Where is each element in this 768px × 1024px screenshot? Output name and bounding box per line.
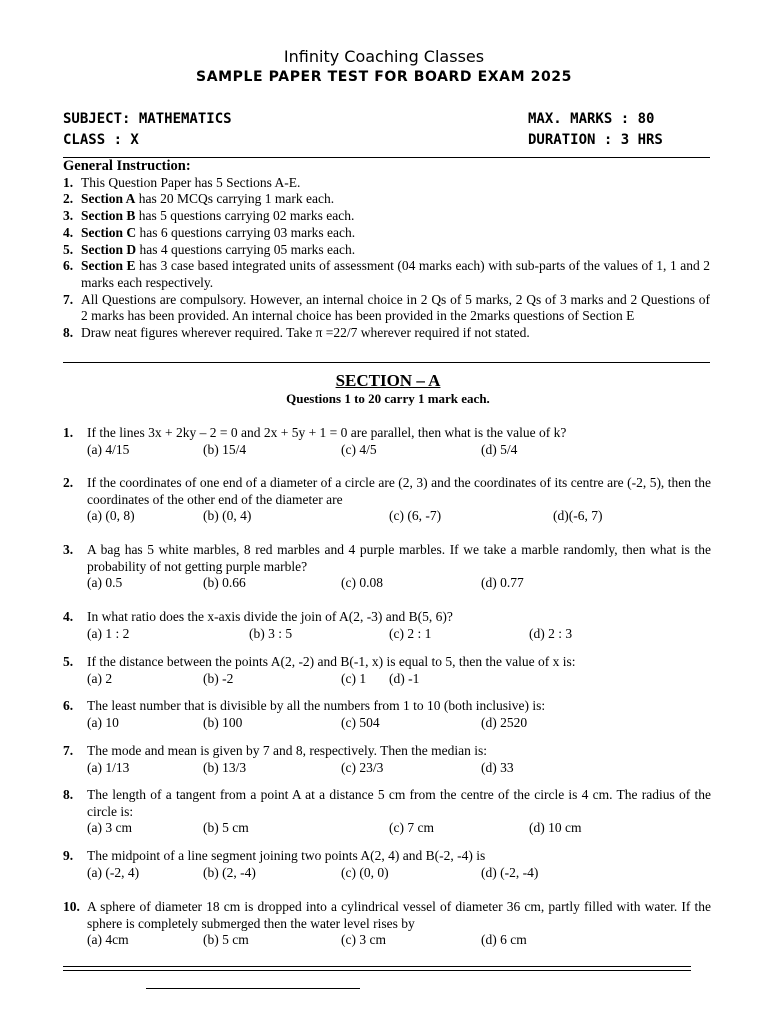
question-number: 7. <box>63 743 74 758</box>
question <box>63 743 711 777</box>
instruction-item <box>63 191 710 208</box>
option-d: (d) 0.77 <box>481 575 524 590</box>
instruction-body: Draw neat figures wherever required. Take π =22/7 wherever required if not stated. <box>81 325 530 341</box>
instruction-item <box>63 208 710 225</box>
option-a: (a) 10 <box>87 714 119 730</box>
option-c: (c) 7 cm <box>389 820 434 835</box>
instruction-text <box>81 191 710 208</box>
option-b: (b) (0, 4) <box>203 508 252 523</box>
option-d: (d) 2 : 3 <box>529 625 573 641</box>
instruction-body: has 5 questions carrying 02 marks each. <box>135 208 355 224</box>
question-number: 1. <box>63 425 74 440</box>
instruction-text <box>81 258 710 291</box>
option-d: (d) 2520 <box>481 714 528 730</box>
option-b: (b) 15/4 <box>203 441 247 457</box>
instruction-body: has 6 questions carrying 03 marks each. <box>136 224 356 240</box>
footer-rule-short <box>146 988 360 989</box>
option-b: (b) 5 cm <box>203 820 249 835</box>
option-c: (c) 23/3 <box>341 759 384 775</box>
question <box>63 698 711 732</box>
option-a: (a) 2 <box>87 670 113 686</box>
instruction-number: 2. <box>63 191 74 207</box>
question-text: A sphere of diameter 18 cm is dropped into a cylindrical vessel of diameter 36 cm, partly filled with water. If the sphere is completely submerged then the water level rises by <box>87 899 711 931</box>
option-c: (c) 3 cm <box>341 932 386 947</box>
question-number: 4. <box>63 609 74 624</box>
instruction-text <box>81 225 710 242</box>
option-c: (c) (6, -7) <box>389 508 442 523</box>
instruction-number: 1. <box>63 174 74 190</box>
question-options <box>87 508 711 525</box>
question-options <box>87 820 711 837</box>
question-options <box>87 932 711 949</box>
instruction-body: This Question Paper has 5 Sections A-E. <box>81 174 301 190</box>
instruction-bold: Section D <box>81 241 137 257</box>
instruction-body: All Questions are compulsory. However, an internal choice in 2 Qs of 5 marks, 2 Qs of 3 marks and 2 Questions of 2 marks has been provided. An internal choice has been provided in the 2marks questions of Section E <box>81 291 710 324</box>
instruction-text <box>81 175 710 192</box>
section-subtitle: Questions 1 to 20 carry 1 mark each. <box>286 391 490 406</box>
paper-title: SAMPLE PAPER TEST FOR BOARD EXAM 2025 <box>196 69 572 85</box>
option-c: (c) 0.08 <box>341 575 383 590</box>
question-text: The length of a tangent from a point A at a distance 5 cm from the centre of the circle is 4 cm. The radius of the circle is: <box>87 787 711 819</box>
option-d: (d) 5/4 <box>481 441 518 457</box>
instruction-bold: Section A <box>81 191 136 207</box>
option-a: (a) 1 : 2 <box>87 625 130 641</box>
option-c: (c) 2 : 1 <box>389 625 432 641</box>
option-a: (a) 4/15 <box>87 441 130 457</box>
instruction-number: 8. <box>63 325 74 341</box>
option-a: (a) 0.5 <box>87 575 123 590</box>
question <box>63 475 711 525</box>
option-a: (a) (-2, 4) <box>87 864 140 880</box>
option-b: (b) 13/3 <box>203 759 247 775</box>
footer-rule <box>63 970 691 971</box>
instruction-body: has 3 case based integrated units of assessment (04 marks each) with sub-parts of the values of 1, 1 and 2 marks each respectively. <box>81 258 710 290</box>
option-c: (c) (0, 0) <box>341 864 389 880</box>
option-a: (a) 4cm <box>87 932 129 947</box>
option-a: (a) (0, 8) <box>87 508 135 523</box>
question <box>63 787 711 837</box>
question-options <box>87 671 711 688</box>
instruction-bold: Section B <box>81 208 136 224</box>
instruction-body: has 4 questions carrying 05 marks each. <box>136 241 356 257</box>
instruction-number: 3. <box>63 208 74 224</box>
max-marks-label: MAX. MARKS : 80 <box>528 111 655 127</box>
option-c: (c) 4/5 <box>341 441 377 457</box>
option-d: (d)(-6, 7) <box>553 508 603 523</box>
question <box>63 899 711 949</box>
option-b: (b) (2, -4) <box>203 864 256 880</box>
instruction-bold: Section E <box>81 258 136 274</box>
question-number: 6. <box>63 698 74 713</box>
class-label: CLASS : X <box>63 132 139 148</box>
option-d: (d) 33 <box>481 759 514 775</box>
footer-rule <box>63 966 691 967</box>
question-number: 5. <box>63 654 74 669</box>
instruction-text <box>81 208 710 225</box>
question-options <box>87 715 711 732</box>
option-b: (b) 0.66 <box>203 575 246 590</box>
question-text: If the coordinates of one end of a diameter of a circle are (2, 3) and the coordinates of its centre are (-2, 5), then the coordinates of the other end of the diameter are <box>87 475 711 507</box>
instruction-text <box>81 242 710 259</box>
instruction-text <box>81 325 710 342</box>
option-c: (c) 504 <box>341 714 380 730</box>
instructions-divider <box>63 362 710 363</box>
option-d: (d) -1 <box>389 670 420 686</box>
instruction-bold: Section C <box>81 224 137 240</box>
question-text: If the lines 3x + 2ky – 2 = 0 and 2x + 5y + 1 = 0 are parallel, then what is the value of k? <box>87 425 567 440</box>
instruction-number: 4. <box>63 224 74 240</box>
question-text: The mode and mean is given by 7 and 8, respectively. Then the median is: <box>87 743 488 758</box>
question-options <box>87 760 711 777</box>
question-options <box>87 575 711 592</box>
question-text: If the distance between the points A(2, -2) and B(-1, x) is equal to 5, then the value of x is: <box>87 654 576 669</box>
option-b: (b) -2 <box>203 670 234 686</box>
section-title: SECTION – A <box>335 371 441 390</box>
instruction-item <box>63 175 710 192</box>
question <box>63 425 711 459</box>
instruction-item <box>63 292 710 325</box>
option-b: (b) 3 : 5 <box>249 625 293 641</box>
question-number: 2. <box>63 475 74 490</box>
instruction-item <box>63 242 710 259</box>
option-d: (d) (-2, -4) <box>481 864 539 880</box>
option-d: (d) 10 cm <box>529 820 582 835</box>
duration-label: DURATION : 3 HRS <box>528 132 663 148</box>
school-name: Infinity Coaching Classes <box>283 47 485 66</box>
question-text: A bag has 5 white marbles, 8 red marbles and 4 purple marbles. If we take a marble randomly, then what is the probability of not getting purple marble? <box>87 542 711 574</box>
question-options <box>87 442 711 459</box>
question-text: The midpoint of a line segment joining two points A(2, 4) and B(-2, -4) is <box>87 848 486 863</box>
subject-label: SUBJECT: MATHEMATICS <box>63 111 232 127</box>
question-options <box>87 865 711 882</box>
instruction-item <box>63 258 710 291</box>
option-a: (a) 1/13 <box>87 759 130 775</box>
instruction-number: 7. <box>63 291 74 307</box>
option-c: (c) 1 <box>341 670 367 686</box>
question-text: In what ratio does the x-axis divide the join of A(2, -3) and B(5, 6)? <box>87 609 453 624</box>
question <box>63 654 711 688</box>
instruction-body: has 20 MCQs carrying 1 mark each. <box>135 191 335 207</box>
question-number: 3. <box>63 542 74 557</box>
question <box>63 848 711 882</box>
instruction-number: 6. <box>63 258 74 274</box>
general-instructions <box>63 158 710 342</box>
question-number: 10. <box>63 899 80 914</box>
question-text: The least number that is divisible by all the numbers from 1 to 10 (both inclusive) is: <box>87 698 546 713</box>
instruction-text <box>81 292 710 325</box>
question-options <box>87 626 711 643</box>
option-d: (d) 6 cm <box>481 932 527 947</box>
instruction-number: 5. <box>63 241 74 257</box>
instruction-item <box>63 225 710 242</box>
question-number: 8. <box>63 787 74 802</box>
question <box>63 542 711 592</box>
question-number: 9. <box>63 848 74 863</box>
instruction-item <box>63 325 710 342</box>
option-a: (a) 3 cm <box>87 820 132 835</box>
option-b: (b) 100 <box>203 714 243 730</box>
question <box>63 609 711 643</box>
instructions-heading: General Instruction: <box>63 158 191 174</box>
option-b: (b) 5 cm <box>203 932 249 947</box>
